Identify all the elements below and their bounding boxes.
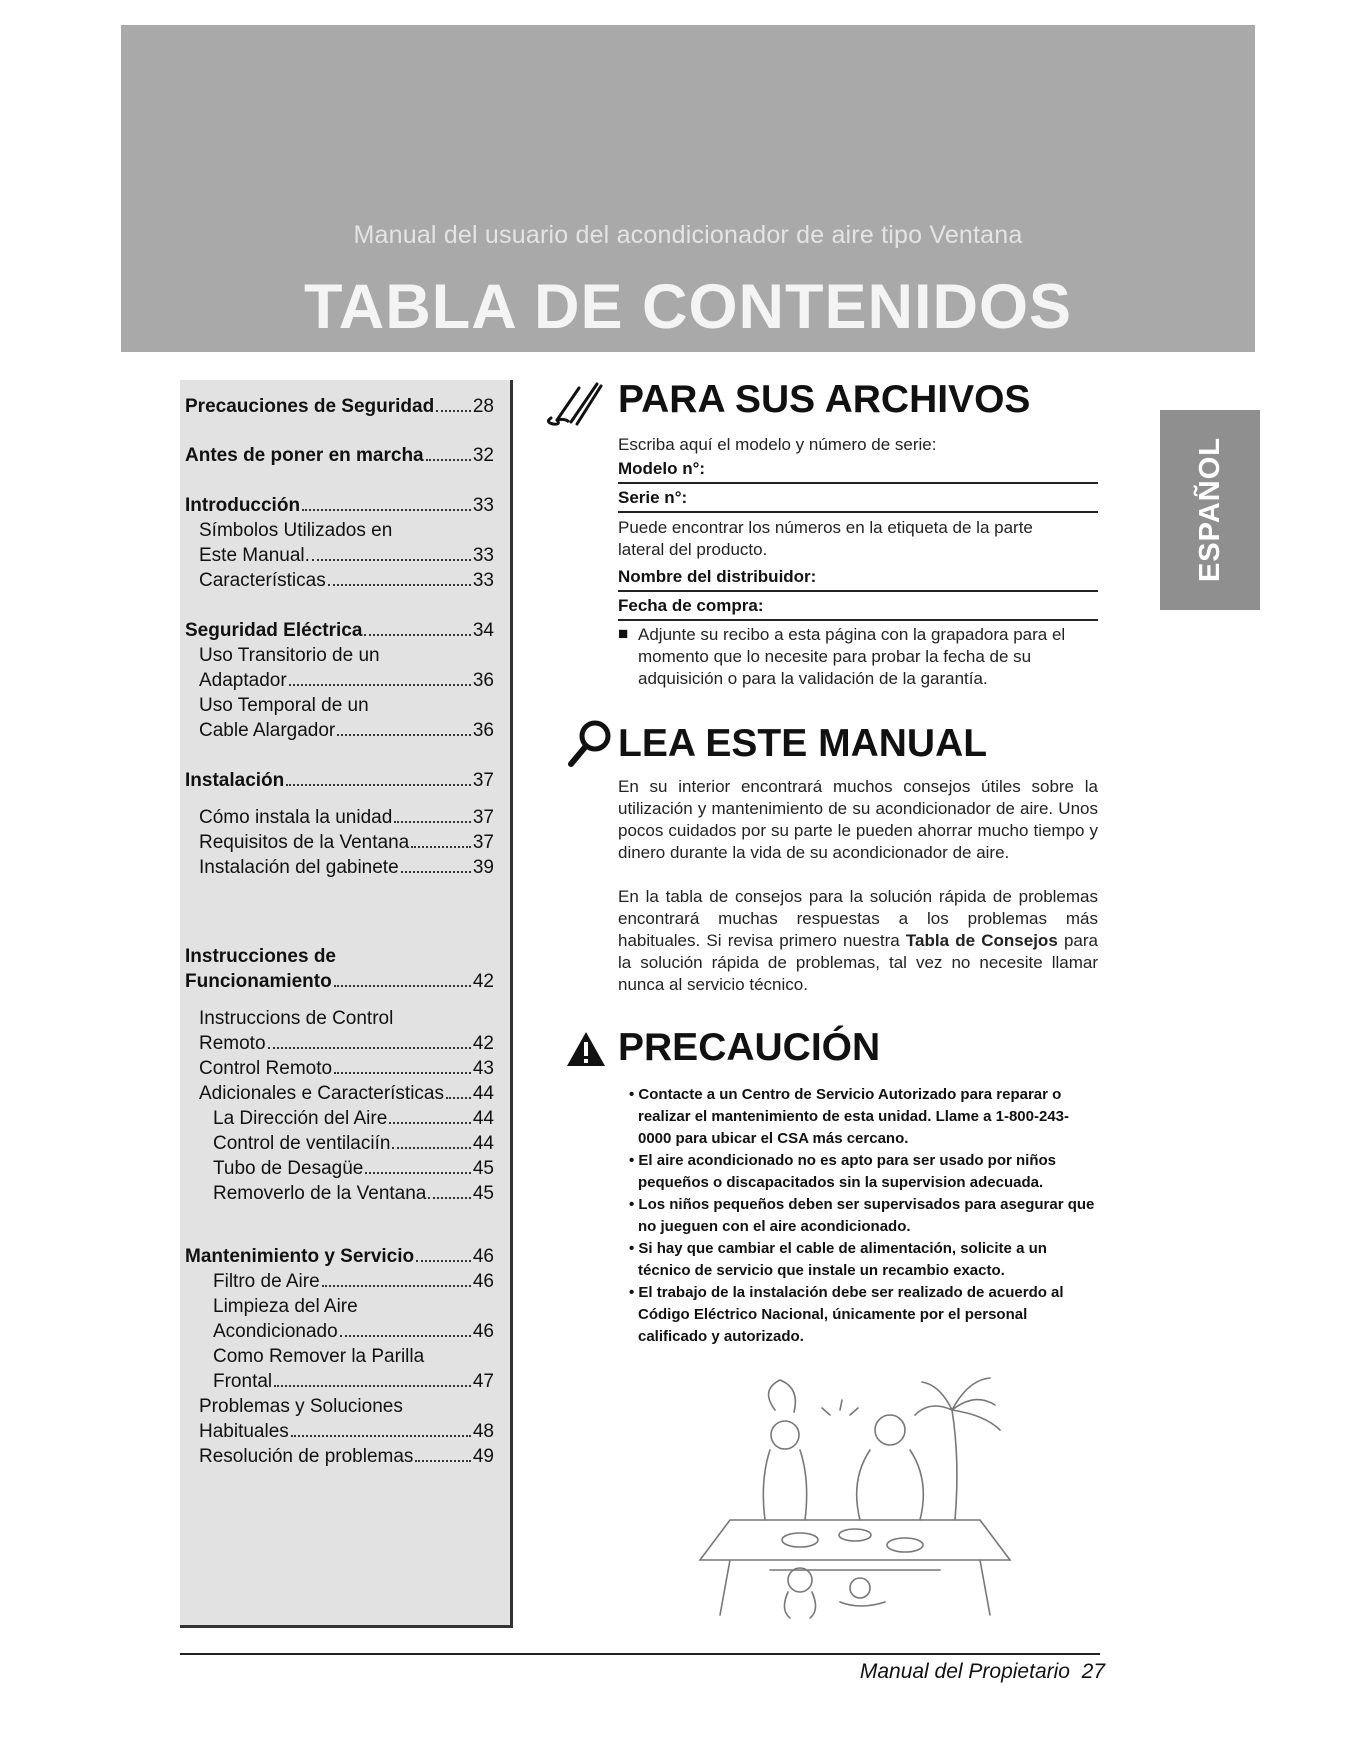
purchase-date-field[interactable]: Fecha de compra: [618,595,1098,621]
toc-entry[interactable]: Filtro de Aire 46 [213,1271,494,1292]
toc-entry[interactable]: Control Remoto 43 [199,1058,494,1079]
toc-entry[interactable]: Símbolos Utilizados en [199,520,393,541]
pen-icon [543,378,611,430]
toc-entry[interactable]: Como Remover la Parilla [213,1346,425,1367]
toc-entry[interactable]: La Dirección del Aire 44 [213,1108,494,1129]
toc-entry[interactable]: Resolución de problemas 49 [199,1446,494,1467]
dealer-name-field[interactable]: Nombre del distribuidor: [618,566,1098,592]
list-item: • Si hay que cambiar el cable de alimentación, solicite a un técnico de servicio que instale un recambio exacto. [629,1240,1047,1279]
list-item: • El trabajo de la instalación debe ser realizado de acuerdo al Código Eléctrico Nacional, únicamente por el personal calificado y autorizado. [629,1284,1064,1345]
toc-entry[interactable]: Introducción 33 [185,495,494,516]
toc-entry[interactable]: Características 33 [199,570,494,591]
toc-entry[interactable]: Instalación del gabinete 39 [199,857,494,878]
language-tab [1160,410,1260,610]
model-number-field[interactable]: Modelo n°: [618,458,1098,484]
page-title: TABLA DE CONTENIDOS [304,272,1072,342]
list-item: • Contacte a un Centro de Servicio Autorizado para reparar o realizar el mantenimiento de esta unidad. Llame a 1-800-243-0000 para ubicar el CSA más cercano. [629,1086,1069,1147]
records-intro: Escriba aquí el modelo y número de serie: [618,435,937,454]
staple-note: Adjunte su recibo a esta página con la grapadora para el momento que lo necesite para probar la fecha de su adquisición o para la validación de la garantía. [638,625,1066,688]
toc-entry[interactable]: Seguridad Eléctrica 34 [185,620,494,641]
toc-entry[interactable]: Requisitos de la Ventana 37 [199,832,494,853]
footer-rule [180,1653,1100,1655]
toc-entry[interactable]: Uso Temporal de un [199,695,369,716]
toc-entry[interactable]: Cómo instala la unidad 37 [199,807,494,828]
warning-icon [565,1030,607,1068]
read-manual-para1: En su interior encontrará muchos consejos útiles sobre la utilización y mantenimiento de su acondicionador de aire. Unos pocos cuidados por su parte le pueden ahorrar mucho tiempo y dinero durante la vida de su acondicionador de aire. [618,777,1098,862]
toc-entry[interactable]: Antes de poner en marcha 32 [185,445,494,466]
toc-entry[interactable]: Adaptador 36 [199,670,494,691]
toc-entry[interactable]: Este Manual. 33 [199,545,494,566]
serial-number-field[interactable]: Serie n°: [618,487,1098,513]
toc-entry[interactable]: Cable Alargador 36 [199,720,494,741]
caution-heading: PRECAUCIÓN [618,1026,881,1069]
toc-entry[interactable]: Instruccions de Control [199,1008,394,1029]
page-number: 27 [1081,1660,1105,1683]
toc-entry[interactable]: Uso Transitorio de un [199,645,380,666]
square-bullet-icon: ■ [618,624,629,643]
toc-entry[interactable]: Habituales 48 [199,1421,494,1442]
page-footer: Manual del Propietario 27 [859,1660,1105,1683]
toc-entry[interactable]: Acondicionado 46 [213,1321,494,1342]
read-manual-heading: LEA ESTE MANUAL [618,722,988,765]
toc-entry[interactable]: Precauciones de Seguridad 28 [185,396,494,417]
toc-entry[interactable]: Mantenimiento y Servicio 46 [185,1246,494,1267]
toc-entry[interactable]: Funcionamiento 42 [185,971,494,992]
toc-entry[interactable]: Problemas y Soluciones [199,1396,403,1417]
read-manual-para2: En la tabla de consejos para la solución rápida de problemas encontrará muchas respuestas a los problemas más habituales. Si revisa primero nuestra Tabla de Consejos para la solución rápida de problemas, tal vez no necesite llamar nunca al servicio técnico. [618,887,1098,994]
language-label: ESPAÑOL [1193,437,1226,583]
toc-entry[interactable]: Instrucciones de [185,946,336,967]
picnic-illustration [690,1370,1020,1620]
records-heading: PARA SUS ARCHIVOS [618,378,1031,421]
toc-entry[interactable]: Limpieza del Aire [213,1296,358,1317]
toc-entry[interactable]: Instalación 37 [185,770,494,791]
toc-entry[interactable]: Removerlo de la Ventana 45 [213,1183,494,1204]
toc-entry[interactable]: Remoto 42 [199,1033,494,1054]
toc-entry[interactable]: Control de ventilaciín 44 [213,1133,494,1154]
list-item: • Los niños pequeños deben ser supervisados para asegurar que no jueguen con el aire acondicionado. [629,1196,1095,1235]
caution-list [626,1084,1096,1348]
manual-subtitle: Manual del usuario del acondicionador de aire tipo Ventana [353,221,1023,249]
toc-entry[interactable]: Adicionales e Características 44 [199,1083,494,1104]
magnifier-icon [565,718,617,768]
list-item: • El aire acondicionado no es apto para ser usado por niños pequeños o discapacitados sin la supervision adecuada. [629,1152,1057,1191]
table-of-contents [180,380,513,1628]
header-banner [121,25,1255,352]
toc-entry[interactable]: Tubo de Desagüe 45 [213,1158,494,1179]
toc-entry[interactable]: Frontal 47 [213,1371,494,1392]
location-note: Puede encontrar los números en la etiqueta de la parte lateral del producto. [618,518,1033,559]
